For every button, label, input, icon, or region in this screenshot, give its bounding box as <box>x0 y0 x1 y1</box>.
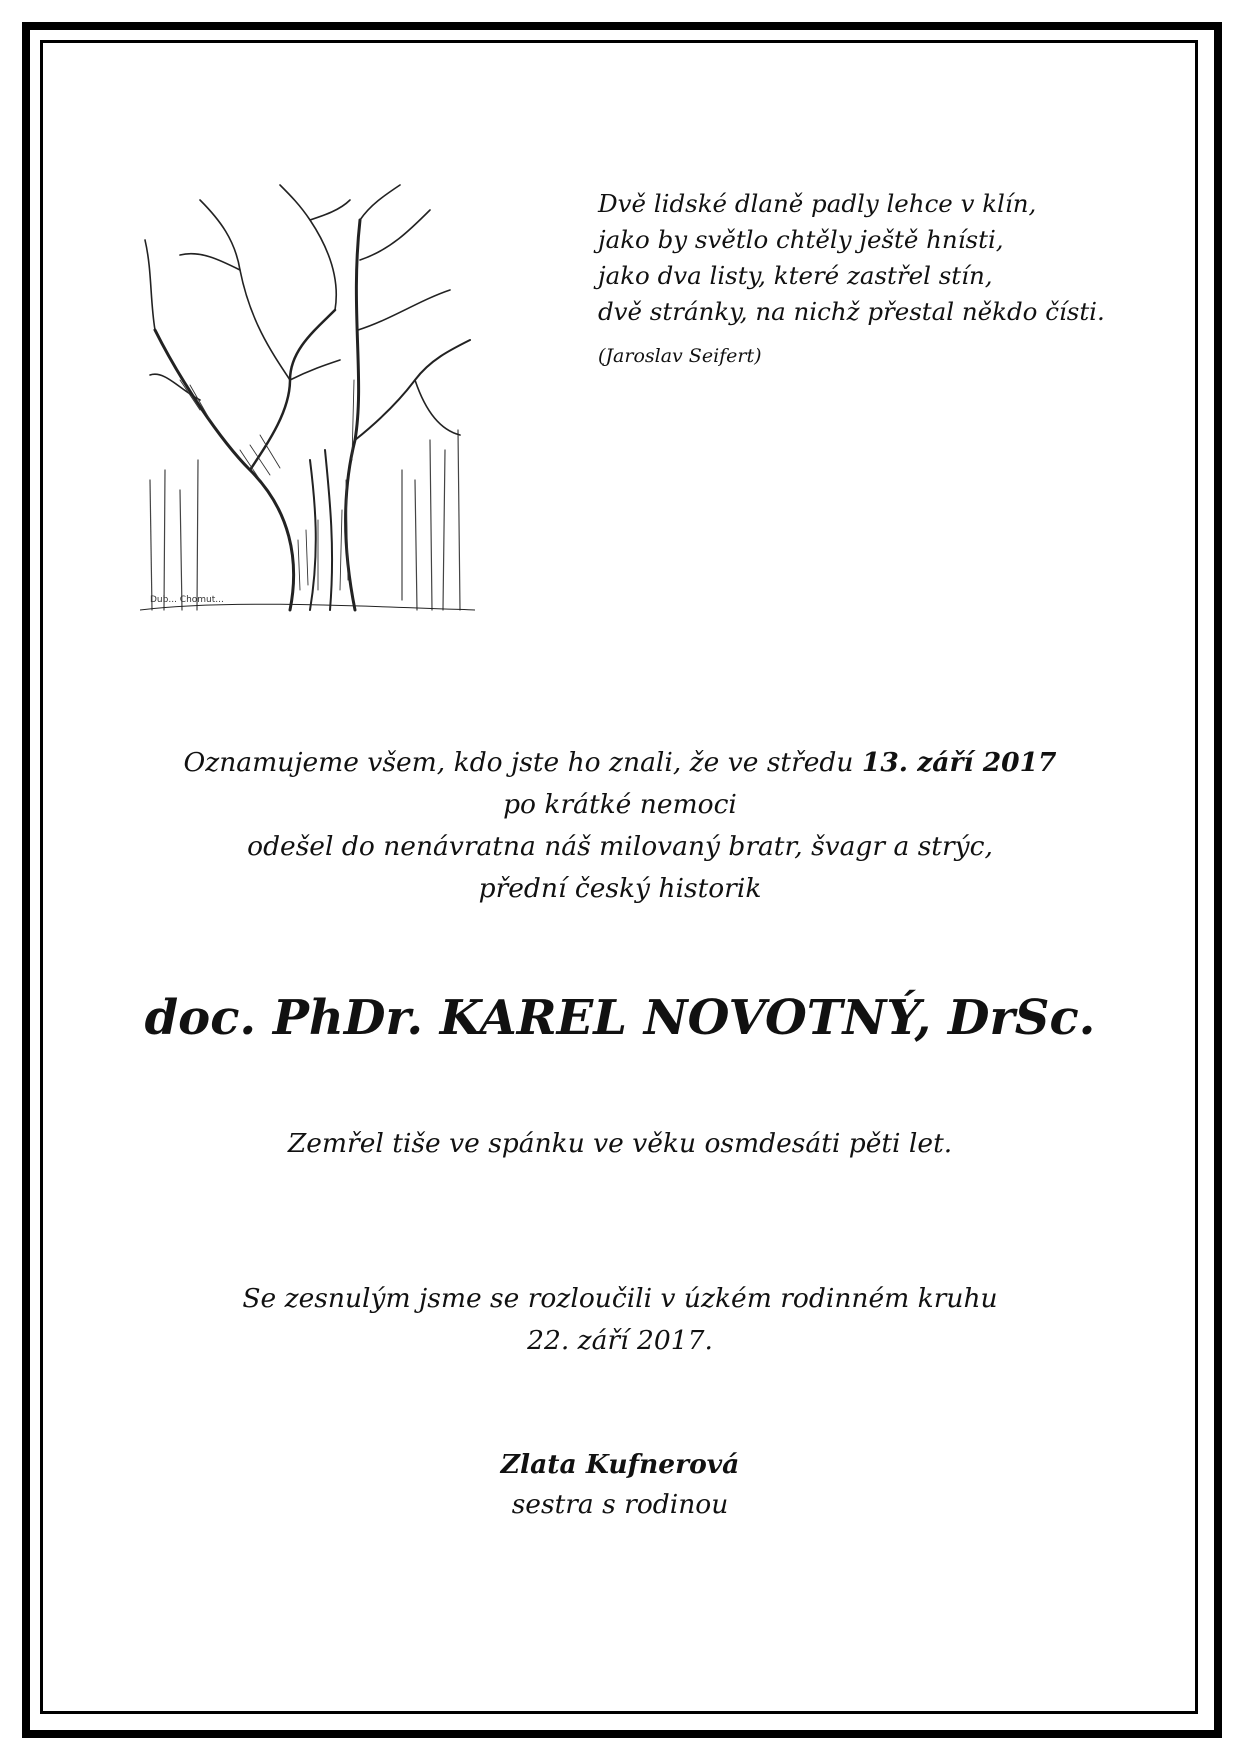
artist-signature: Dub... Chomut... <box>150 595 224 605</box>
farewell-block <box>0 1278 1240 1362</box>
poem-block <box>598 186 1158 374</box>
tree-icon <box>140 180 475 620</box>
signature-relation: sestra s rodinou <box>511 1489 729 1520</box>
announcement-line-2: po krátké nemoci <box>503 789 737 820</box>
poem-author: (Jaroslav Seifert) <box>598 345 762 367</box>
announcement-line-4: přední český historik <box>478 873 762 904</box>
poem-line: jako dva listy, které zastřel stín, <box>598 261 993 290</box>
announcement-line-1 <box>0 742 1240 784</box>
poem-line: jako by světlo chtěly ještě hnísti, <box>598 225 1004 254</box>
farewell-line-2: 22. září 2017. <box>527 1325 713 1356</box>
tree-sketch-illustration <box>140 180 475 620</box>
poem-line: Dvě lidské dlaně padly lehce v klín, <box>598 189 1037 218</box>
announcement-line-3: odešel do nenávratna náš milovaný bratr, švagr a strýc, <box>247 831 993 862</box>
farewell-line-1: Se zesnulým jsme se rozloučili v úzkém rodinném kruhu <box>242 1283 998 1314</box>
poem-line: dvě stránky, na nichž přestal někdo čísti. <box>598 297 1105 326</box>
death-statement: Zemřel tiše ve spánku ve věku osmdesáti pěti let. <box>287 1128 953 1159</box>
deceased-name: doc. PhDr. KAREL NOVOTNÝ, DrSc. <box>144 990 1096 1046</box>
death-date: 13. září 2017 <box>861 747 1057 778</box>
signature-name: Zlata Kufnerová <box>500 1449 740 1480</box>
announcement-block <box>0 742 1240 910</box>
signature-block <box>0 1445 1240 1525</box>
announcement-prefix: Oznamujeme všem, kdo jste ho znali, že ve středu <box>183 747 862 778</box>
